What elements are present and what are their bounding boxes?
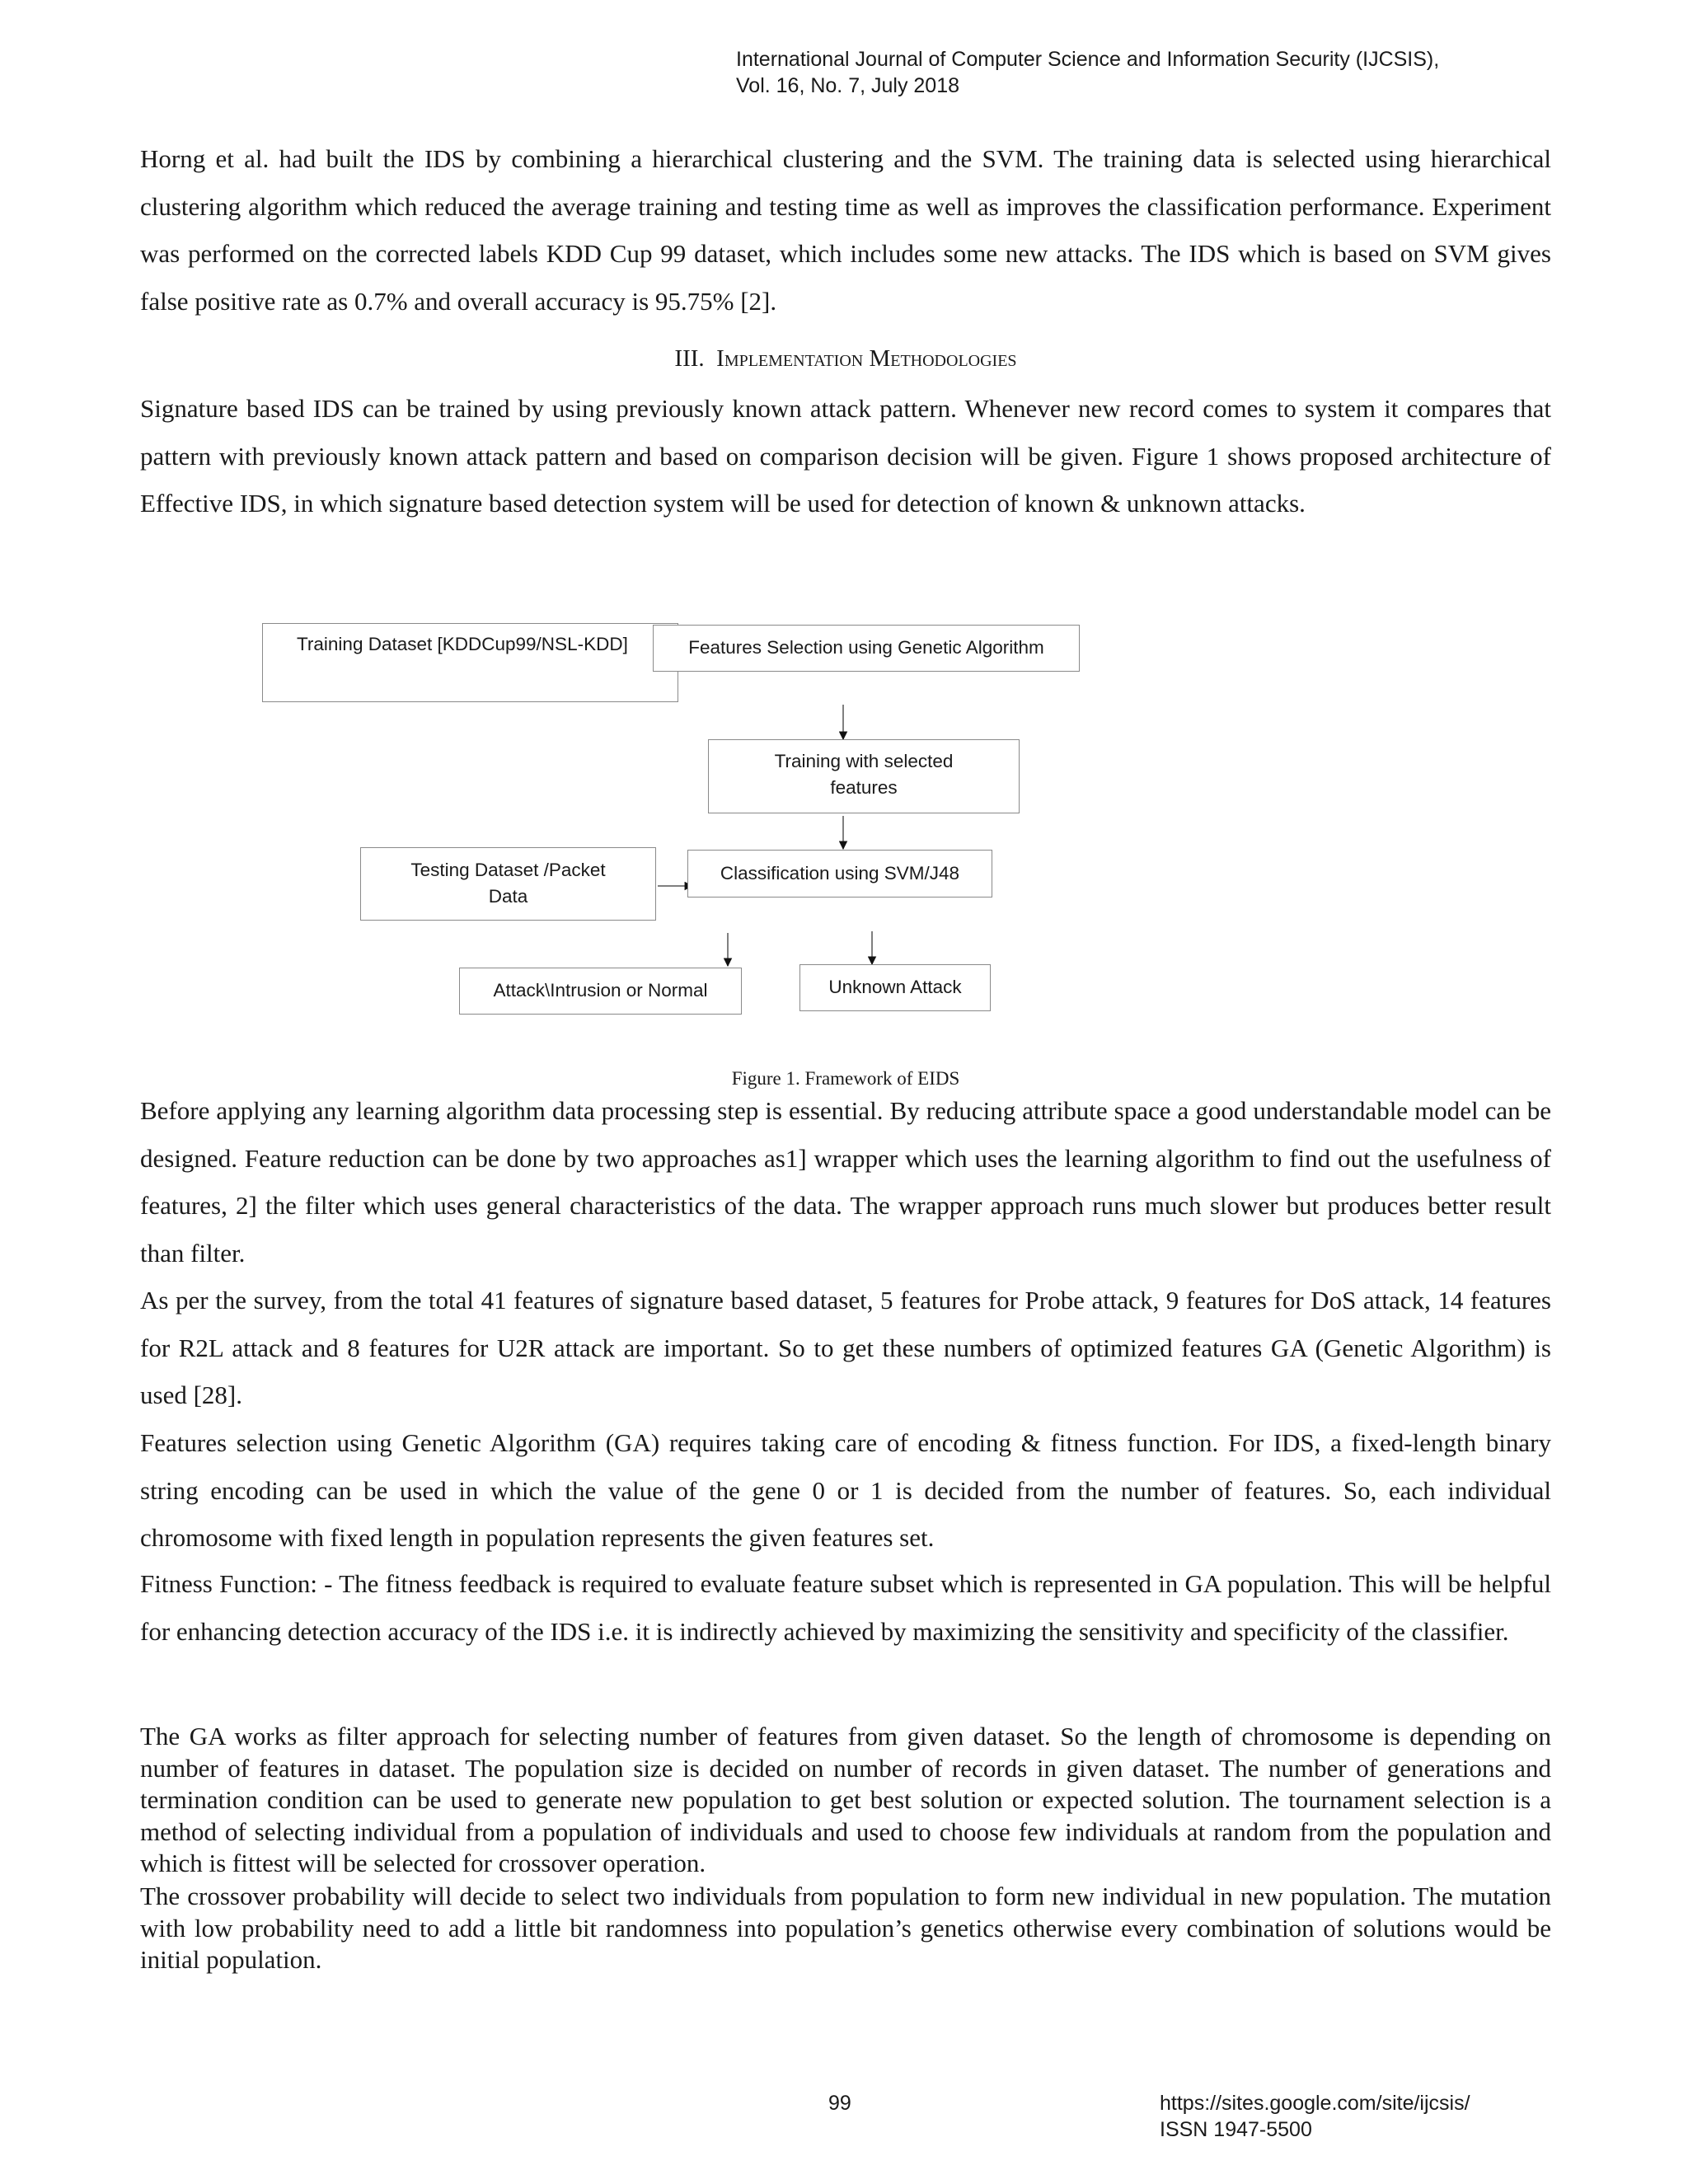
- figure-caption: Figure 1. Framework of EIDS: [731, 1068, 960, 1089]
- section-title: Implementation Methodologies: [716, 345, 1017, 372]
- journal-volume: Vol. 16, No. 7, July 2018: [736, 74, 960, 97]
- box-testing-dataset-line2: Data: [488, 886, 528, 907]
- box-attack-normal: [459, 968, 742, 1015]
- journal-title: International Journal of Computer Science and Information Security (IJCSIS),: [736, 48, 1440, 71]
- footer-info: [1160, 2090, 1470, 2143]
- footer-url: https://sites.google.com/site/ijcsis/: [1160, 2092, 1470, 2115]
- paragraph-fitness-function: Fitness Function: - The fitness feedback is required to evaluate feature subset which is represented in GA population. This will be helpful for enhancing detection accuracy of the IDS i.e. it is indirectly achieved by maximizing the sensitivity and specificity of the classifier.: [140, 1569, 1551, 1646]
- paragraph-survey: As per the survey, from the total 41 features of signature based dataset, 5 features for Probe attack, 9 features for DoS attack, 14 features for R2L attack and 8 features for U2R attack are important. So to get these numbers of optimized features GA (Genetic Algorithm) is used [28].: [140, 1286, 1551, 1409]
- box-classification-label: Classification using SVM/J48: [720, 863, 960, 883]
- paragraph-ga-filter: The GA works as filter approach for selecting number of features from given dataset. So the length of chromosome is depending on number of features in dataset. The population size is decided on number of records in given dataset. The number of generations and termination condition can be used to generate new population to get best solution or expected solution. The tournament selection is a method of selecting individual from a population of individuals and used to choose few individuals at random from the population and which is fittest will be selected for crossover operation.: [140, 1722, 1551, 1877]
- box-feature-selection: [653, 625, 1080, 672]
- paragraph-horng: Horng et al. had built the IDS by combining a hierarchical clustering and the SVM. The training data is selected using hierarchical clustering algorithm which reduced the average training and testing time as well as improves the classification performance. Experiment was performed on the corrected labels KDD Cup 99 dataset, which includes some new attacks. The IDS which is based on SVM gives false positive rate as 0.7% and overall accuracy is 95.75% [2].: [140, 144, 1551, 316]
- box-unknown-attack: [799, 964, 991, 1011]
- box-unknown-attack-label: Unknown Attack: [828, 977, 962, 997]
- page-number: 99: [828, 2092, 851, 2115]
- box-testing-dataset-line1: Testing Dataset /Packet: [410, 860, 606, 880]
- paragraph-crossover: The crossover probability will decide to select two individuals from population to form new individual in new population. The mutation with low probability need to add a little bit randomness into population’s genetics otherwise every combination of solutions would be initial population.: [140, 1882, 1551, 1974]
- box-feature-selection-label: Features Selection using Genetic Algorithm: [688, 637, 1044, 658]
- section-number: III.: [674, 345, 705, 372]
- box-testing-dataset: [360, 847, 656, 921]
- journal-header: [736, 46, 1560, 99]
- paragraph-feature-selection: Features selection using Genetic Algorithm (GA) requires taking care of encoding & fitness function. For IDS, a fixed-length binary string encoding can be used in which the value of the gene 0 or 1 is decided from the number of features. So, each individual chromosome with fixed length in population represents the given features set.: [140, 1428, 1551, 1552]
- section-heading: [140, 342, 1551, 375]
- paragraph-signature-ids: Signature based IDS can be trained by using previously known attack pattern. Whenever new record comes to system it compares that pattern with previously known attack pattern and based on comparison decision will be given. Figure 1 shows proposed architecture of Effective IDS, in which signature based detection system will be used for detection of known & unknown attacks.: [140, 394, 1551, 518]
- footer-issn: ISSN 1947-5500: [1160, 2118, 1312, 2141]
- box-training-dataset: [262, 623, 678, 702]
- paragraph-data-processing: Before applying any learning algorithm data processing step is essential. By reducing attribute space a good understandable model can be designed. Feature reduction can be done by two approaches as1] wrapper which uses the learning algorithm to find out the usefulness of features, 2] the filter which uses general characteristics of the data. The wrapper approach runs much slower but produces better result than filter.: [140, 1096, 1551, 1268]
- box-training-dataset-label: Training Dataset [KDDCup99/NSL-KDD]: [297, 634, 628, 654]
- box-training-selected-line1: Training with selected: [774, 751, 954, 771]
- box-attack-normal-label: Attack\Intrusion or Normal: [493, 980, 708, 1001]
- box-training-selected: [708, 739, 1020, 813]
- box-classification: [687, 850, 992, 898]
- box-training-selected-line2: features: [830, 777, 898, 798]
